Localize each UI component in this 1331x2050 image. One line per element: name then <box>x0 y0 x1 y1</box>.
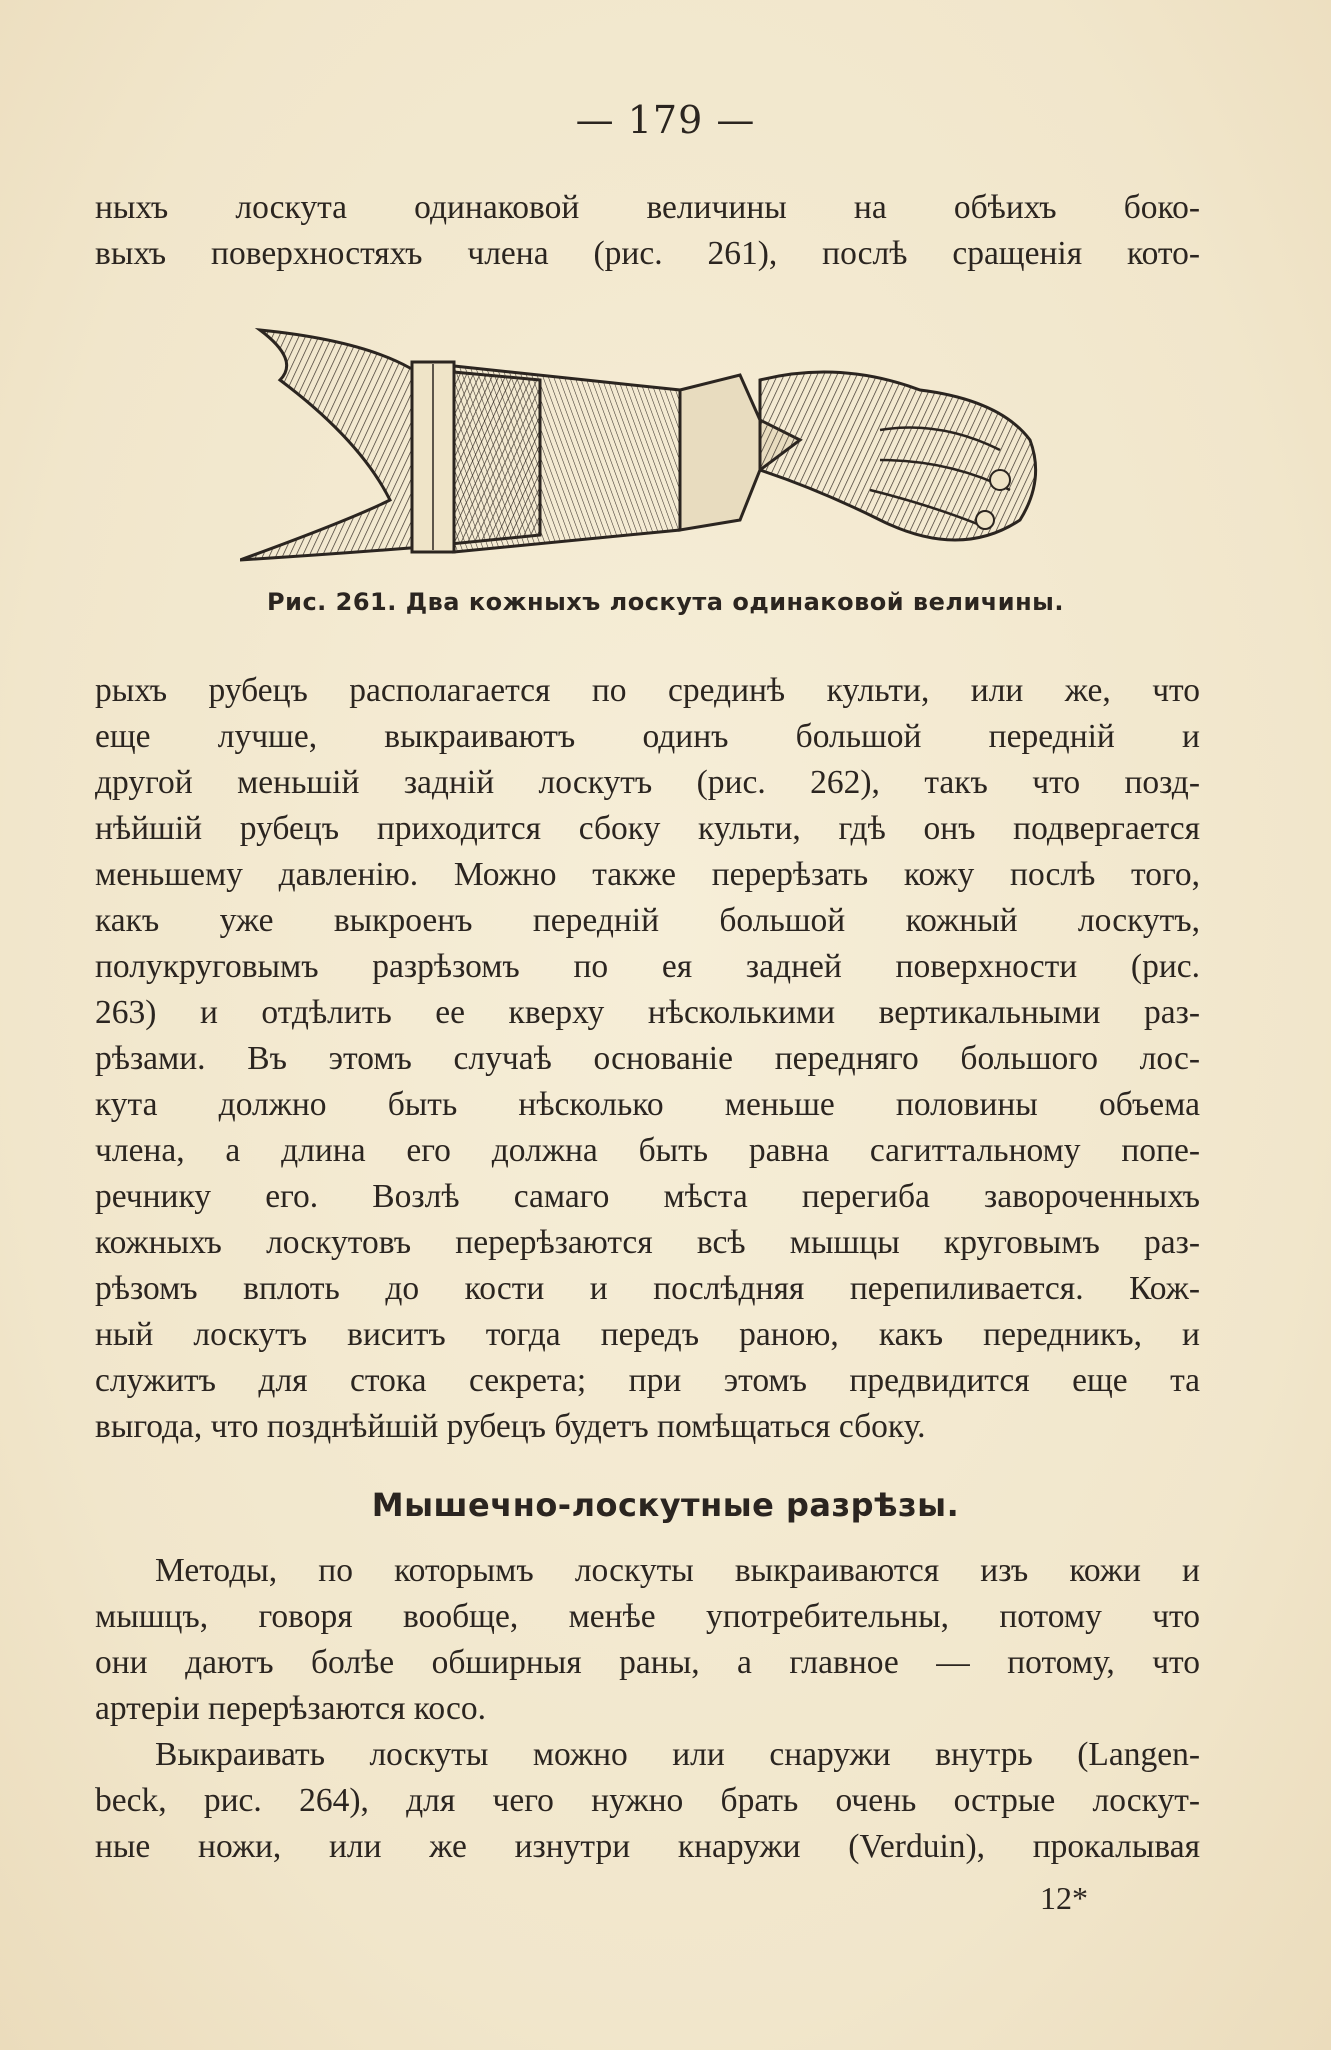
text-line: нѣйшій рубецъ приходится сбоку культи, гдѣ онъ подвергается <box>95 810 1200 847</box>
text-line: рѣзами. Въ этомъ случаѣ основаніе передняго большого лос- <box>95 1040 1200 1077</box>
text-line: кута должно быть нѣсколько меньше половины объема <box>95 1086 1200 1123</box>
text-line: кожныхъ лоскутовъ перерѣзаются всѣ мышцы круговымъ раз- <box>95 1224 1200 1261</box>
section-paragraph <box>95 1548 1200 1870</box>
text-line: выхъ поверхностяхъ члена (рис. 261), послѣ сращенія кото- <box>95 235 1200 272</box>
text-line: речнику его. Возлѣ самаго мѣста перегиба завороченныхъ <box>95 1178 1200 1215</box>
text-line: полукруговымъ разрѣзомъ по ея задней поверхности (рис. <box>95 948 1200 985</box>
intro-paragraph <box>95 185 1200 277</box>
text-line: Методы, по которымъ лоскуты выкраиваются изъ кожи и <box>155 1552 1200 1589</box>
figure-caption: Рис. 261. Два кожныхъ лоскута одинаковой величины. <box>267 588 1064 616</box>
text-line: еще лучше, выкраиваютъ одинъ большой передній и <box>95 718 1200 755</box>
text-line: ныхъ лоскута одинаковой величины на обѣихъ боко- <box>95 189 1200 226</box>
page-number: — 179 — <box>575 98 756 142</box>
text-line: Выкраивать лоскуты можно или снаружи внутрь (Langen- <box>155 1736 1200 1773</box>
text-line: 263) и отдѣлить ее кверху нѣсколькими вертикальными раз- <box>95 994 1200 1031</box>
text-line: какъ уже выкроенъ передній большой кожный лоскутъ, <box>95 902 1200 939</box>
text-line: ный лоскутъ виситъ тогда передъ раною, какъ передникъ, и <box>95 1316 1200 1353</box>
text-line: они даютъ болѣе обширныя раны, а главное — потому, что <box>95 1644 1200 1681</box>
body-paragraph <box>95 668 1200 1450</box>
text-line: рыхъ рубецъ располагается по срединѣ культи, или же, что <box>95 672 1200 709</box>
text-line: меньшему давленію. Можно также перерѣзать кожу послѣ того, <box>95 856 1200 893</box>
section-heading: Мышечно-лоскутные разрѣзы. <box>371 1486 960 1524</box>
text-line: beck, рис. 264), для чего нужно брать очень острые лоскут- <box>95 1782 1200 1819</box>
text-line: мышцъ, говоря вообще, менѣе употребительны, потому что <box>95 1598 1200 1635</box>
text-line: выгода, что позднѣйшій рубецъ будетъ помѣщаться сбоку. <box>95 1408 926 1445</box>
text-line: члена, а длина его должна быть равна сагиттальному попе- <box>95 1132 1200 1169</box>
signature-mark: 12* <box>1040 1880 1088 1916</box>
text-line: артеріи перерѣзаются косо. <box>95 1690 486 1727</box>
text-line: рѣзомъ вплоть до кости и послѣдняя перепиливается. Кож- <box>95 1270 1200 1307</box>
text-line: другой меньшій задній лоскутъ (рис. 262), такъ что позд- <box>95 764 1200 801</box>
amputation-stump-flap-illustration <box>240 320 1050 575</box>
text-line: ные ножи, или же изнутри кнаружи (Verduin), прокалывая <box>95 1828 1200 1865</box>
text-line: служитъ для стока секрета; при этомъ предвидится еще та <box>95 1362 1200 1399</box>
